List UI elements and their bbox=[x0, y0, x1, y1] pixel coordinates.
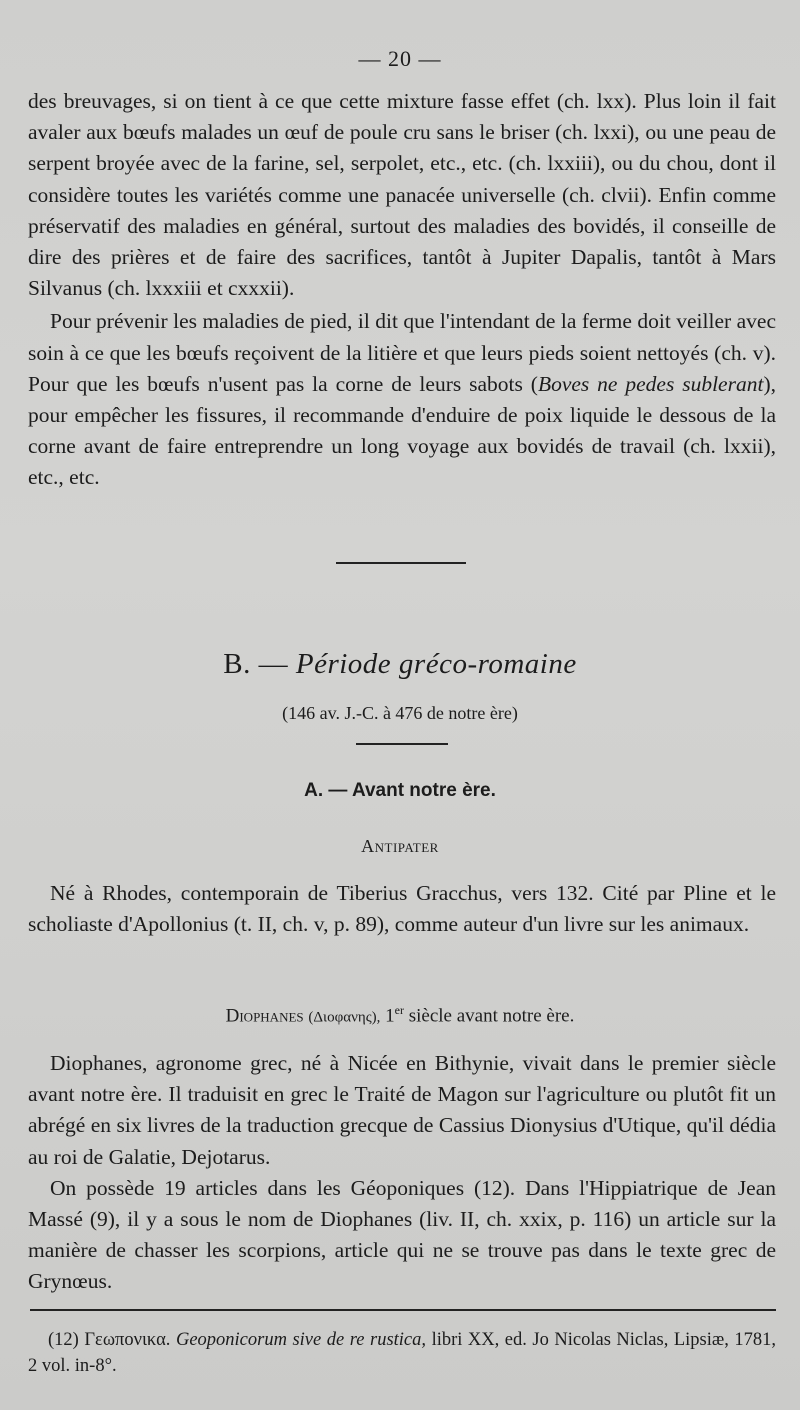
footnote-separator bbox=[30, 1309, 776, 1311]
footnote-greek: Γεωπονικα. bbox=[84, 1330, 171, 1350]
footnote-title: Geoponicorum sive de re rustica, bbox=[175, 1330, 427, 1350]
subsection-heading: A. — Avant notre ère. bbox=[304, 780, 496, 801]
author-heading-diophanes bbox=[0, 1003, 800, 1027]
page-number: — 20 — bbox=[358, 46, 442, 71]
century-ordinal: 1 bbox=[385, 1005, 395, 1027]
section-title: Période gréco-romaine bbox=[295, 648, 577, 680]
footnote bbox=[28, 1327, 776, 1379]
latin-quote: Boves ne pedes sublerant bbox=[537, 371, 764, 396]
section-divider bbox=[336, 562, 466, 564]
paragraph-foot-text-end: ), pour empêcher les fissures, il recommande d'enduire de poix liquide le dessous de la corne avant de faire entreprendre un long voyage aux bovidés de travail (ch. lxxii), etc., etc. bbox=[28, 371, 776, 490]
author-heading-antipater: Antipater bbox=[361, 836, 439, 856]
century-ordinal-suffix: er bbox=[394, 1003, 404, 1017]
section-title-underline bbox=[356, 743, 448, 745]
section-letter: B. — bbox=[223, 648, 289, 680]
section-heading bbox=[0, 648, 800, 681]
paragraph-antipater: Né à Rhodes, contemporain de Tiberius Gracchus, vers 132. Cité par Pline et le scholiaste d'Apollonius (t. II, ch. v, p. 89), comme auteur d'un livre sur les animaux. bbox=[28, 881, 776, 937]
antipater-entry bbox=[28, 878, 776, 940]
footnote-ref: (12) bbox=[48, 1330, 79, 1350]
paragraph-remedies: des breuvages, si on tient à ce que cette mixture fasse effet (ch. lxx). Plus loin il fait avaler aux bœufs malades un œuf de poule cru sans le briser (ch. lxxi), ou une peau de serpent broyée avec de la farine, sel, serpolet, etc., etc. (ch. lxxiii), ou du chou, dont il considère toutes les variétés comme une panacée universelle (ch. clvii). Enfin comme préservatif des maladies en général, surtout des maladies des bovidés, il conseille de dire des prières et de faire des sacrifices, tantôt à Jupiter Dapalis, tantôt à Mars Silvanus (ch. lxxxiii et cxxxii). bbox=[28, 89, 776, 301]
section-dates: (146 av. J.-C. à 476 de notre ère) bbox=[282, 703, 518, 723]
author-name-diophanes: Diophanes bbox=[225, 1005, 304, 1027]
paragraph-diophanes-works: On possède 19 articles dans les Géoponiques (12). Dans l'Hippiatrique de Jean Massé (9), il y a sous le nom de Diophanes (liv. II, ch. xxix, p. 116) un article sur la manière de chasser les scorpions, article qui ne se trouve pas dans le texte grec de Grynœus. bbox=[28, 1175, 776, 1294]
paragraph-foot-text-start: Pour prévenir les maladies de pied, il dit que l'intendant de la ferme doit veiller avec soin à ce que les bœufs reçoivent de la litière et que leurs pieds soient nettoyés (ch. v). Pour que les bœufs n'usent pas la corne de leurs sabots ( bbox=[28, 309, 776, 396]
footnote-text bbox=[28, 1327, 776, 1379]
diophanes-entry bbox=[28, 1048, 776, 1298]
paragraph-foot-diseases bbox=[28, 306, 776, 493]
cato-continuation bbox=[28, 86, 776, 494]
century-text: siècle avant notre ère. bbox=[408, 1005, 575, 1027]
paragraph-diophanes-bio: Diophanes, agronome grec, né à Nicée en Bithynie, vivait dans le premier siècle avant notre ère. Il traduisit en grec le Traité de Magon sur l'agriculture ou plutôt fit un abrégé en six livres de la traduction grecque de Cassius Dionysius d'Utique, qu'il dédia au roi de Galatie, Dejotarus. bbox=[28, 1051, 776, 1169]
greek-name: (Διοφανης), bbox=[308, 1009, 381, 1026]
footnote-rest: libri XX, ed. Jo Nicolas Niclas, Lipsiæ, 1781, 2 vol. in-8°. bbox=[28, 1330, 777, 1376]
